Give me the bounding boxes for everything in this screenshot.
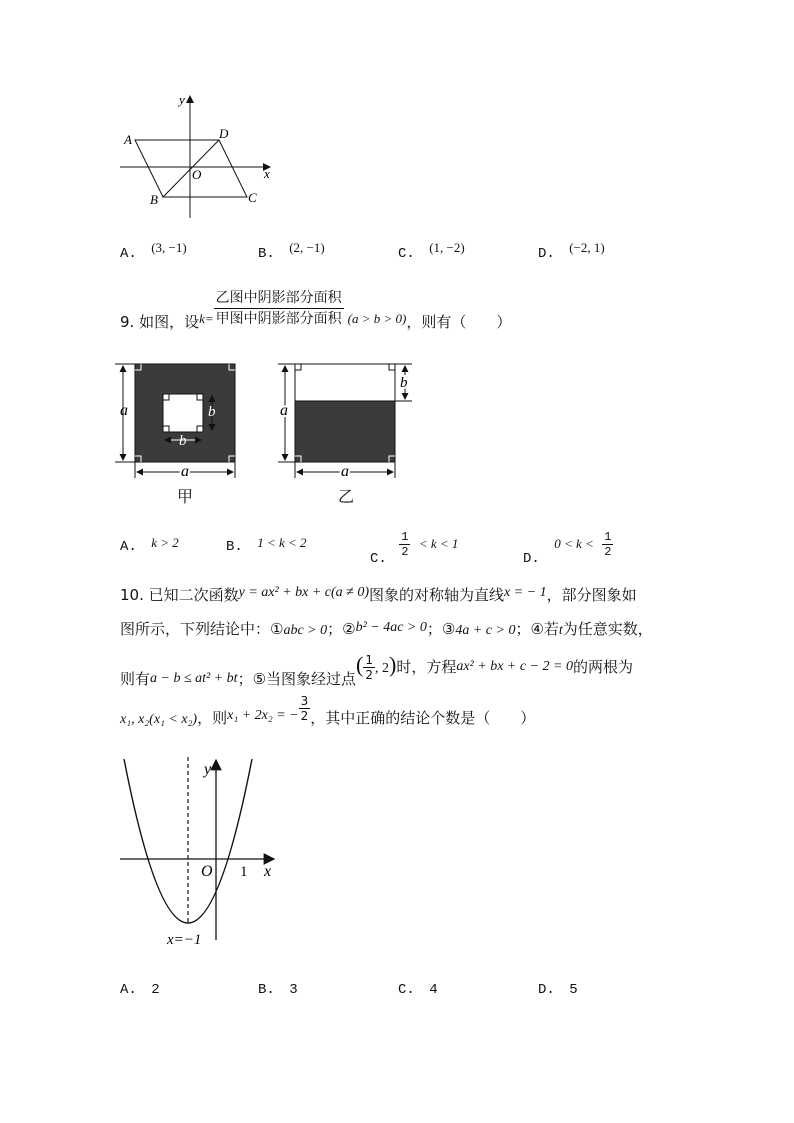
fig-yi-label-a-bottom: a: [341, 463, 349, 480]
option-value: 4: [429, 982, 438, 998]
q10-formula: b² − 4ac > 0: [355, 620, 427, 635]
q10-option-c[interactable]: [398, 982, 438, 998]
option-letter: A.: [120, 539, 137, 555]
option-value: < k < 1: [418, 536, 459, 552]
q10-text: 则有: [120, 670, 151, 688]
q9-condition: (a > b > 0): [347, 311, 407, 326]
option-value: (2, −1): [289, 240, 325, 255]
q8-option-d[interactable]: [538, 240, 605, 262]
q10-formula: x = − 1: [504, 585, 547, 600]
option-letter: D.: [538, 982, 555, 998]
fraction-numerator: 1: [604, 530, 612, 544]
q8-label-D: D: [219, 126, 229, 141]
q10-text: 10. 已知二次函数: [120, 586, 239, 604]
q10-formula: x₁, x₂(x₁ < x₂): [120, 712, 198, 727]
fig-yi-caption: 乙: [338, 487, 355, 506]
fraction-numerator: 1: [365, 653, 373, 667]
option-value: k > 2: [151, 535, 179, 550]
q10-label-O: O: [201, 863, 213, 880]
option-value: 3: [289, 982, 298, 998]
fraction-denominator: 2: [401, 545, 409, 559]
q8-option-a[interactable]: [120, 240, 187, 262]
q10-fraction: [299, 694, 311, 723]
q9-figures: [110, 358, 420, 508]
q9-stem: [120, 288, 511, 329]
q10-line-2: [120, 618, 653, 639]
q9-option-d[interactable]: [523, 530, 613, 568]
q10-text: 的两根为: [572, 658, 633, 676]
option-letter: A.: [120, 982, 137, 998]
q10-text: 为任意实数，: [562, 620, 653, 638]
option-fraction: [602, 530, 613, 559]
q10-option-b[interactable]: [258, 982, 298, 998]
fraction-denominator: 2: [365, 668, 373, 682]
q10-text: ；⑤当图象经过点: [237, 670, 357, 688]
q10-formula: ax² + bx + c − 2 = 0: [456, 659, 573, 674]
q8-label-y: y: [179, 92, 185, 107]
option-letter: B.: [258, 982, 275, 998]
q9-k: k=: [199, 311, 214, 326]
option-letter: D.: [538, 246, 555, 262]
q10-label-y: y: [204, 761, 212, 778]
q10-text: ；③: [426, 620, 456, 638]
option-letter: A.: [120, 246, 137, 262]
option-value: 2: [151, 982, 160, 998]
fig-jia-label-b-bottom: b: [179, 433, 187, 449]
fig-jia-label-a-left: a: [120, 402, 128, 419]
q9-denominator: 甲图中阴影部分面积: [215, 311, 342, 327]
option-value: 0 < k <: [554, 536, 594, 552]
option-value: 1 < k < 2: [257, 535, 307, 550]
q9-prefix: 9. 如图，设: [120, 313, 200, 331]
q10-formula: y = ax² + bx + c(a ≠ 0): [238, 585, 370, 600]
q9-option-b[interactable]: [226, 535, 307, 555]
q10-point-x-fraction: [363, 653, 375, 682]
q10-text: 图象的对称轴为直线: [369, 586, 505, 604]
q8-label-O: O: [192, 167, 202, 182]
q10-label-one: 1: [240, 864, 248, 880]
q10-text: 图所示，下列结论中：①: [120, 620, 284, 638]
q8-option-b[interactable]: [258, 240, 325, 262]
q8-label-C: C: [248, 190, 257, 205]
option-letter: C.: [398, 982, 415, 998]
q10-formula: 4a + c > 0: [455, 623, 516, 638]
q10-line-3: [120, 652, 633, 688]
fig-jia-label-a-bottom: a: [181, 463, 189, 480]
q9-numerator: 乙图中阴影部分面积: [214, 288, 344, 309]
q10-point-close: ): [389, 652, 397, 677]
q10-text: ，则: [197, 709, 228, 727]
option-value: (3, −1): [151, 240, 187, 255]
fig-yi-label-b-right: b: [400, 375, 408, 391]
q10-text: 时，方程: [396, 658, 457, 676]
option-letter: D.: [523, 551, 540, 568]
q8-parallelogram-figure: [115, 88, 285, 218]
q8-label-x: x: [264, 166, 270, 181]
q10-text: ；②: [327, 620, 356, 638]
option-fraction: [399, 530, 410, 559]
q10-formula: a − b ≤ at² + bt: [150, 671, 238, 686]
q10-formula: t: [558, 623, 563, 638]
fig-jia-caption: 甲: [177, 487, 194, 506]
q10-point-y: , 2: [375, 661, 389, 676]
q10-formula: abc > 0: [283, 623, 328, 638]
q10-line-1: [120, 584, 637, 605]
option-letter: C.: [398, 246, 415, 262]
q10-point: (: [356, 652, 364, 677]
q8-label-A: A: [124, 132, 132, 147]
fig-jia-label-b-right: b: [208, 404, 216, 420]
q10-parabola-figure: [112, 755, 282, 950]
fig-yi-label-a-left: a: [280, 402, 288, 419]
q10-label-x: x: [264, 863, 272, 880]
q9-option-c[interactable]: [370, 530, 459, 568]
fraction-numerator: 3: [300, 694, 309, 708]
fraction-denominator: 2: [604, 545, 612, 559]
q8-option-c[interactable]: [398, 240, 465, 262]
fraction-numerator: 1: [401, 530, 409, 544]
option-letter: B.: [226, 539, 243, 555]
q10-formula: x₁ + 2x₂ = −: [227, 708, 299, 723]
option-value: (−2, 1): [569, 240, 605, 255]
q10-text: ；④若: [515, 620, 559, 638]
q10-label-axis: x=−1: [167, 932, 202, 948]
option-value: (1, −2): [429, 240, 465, 255]
q10-text: ，部分图象如: [546, 586, 637, 604]
q10-text: ，其中正确的结论个数是（ ）: [310, 709, 536, 727]
option-letter: C.: [370, 551, 387, 568]
q10-line-4: [120, 694, 536, 727]
q9-suffix: ，则有（ ）: [406, 313, 512, 331]
q10-option-a[interactable]: [120, 982, 160, 998]
q10-option-d[interactable]: [538, 982, 578, 998]
q9-fraction: [214, 288, 344, 329]
option-value: 5: [569, 982, 578, 998]
q9-option-a[interactable]: [120, 535, 179, 555]
fraction-denominator: 2: [300, 709, 309, 723]
fig-yi-shaded-rect: [295, 401, 395, 462]
q8-diagonal-bd: [163, 140, 219, 197]
option-letter: B.: [258, 246, 275, 262]
q8-label-B: B: [150, 192, 158, 207]
